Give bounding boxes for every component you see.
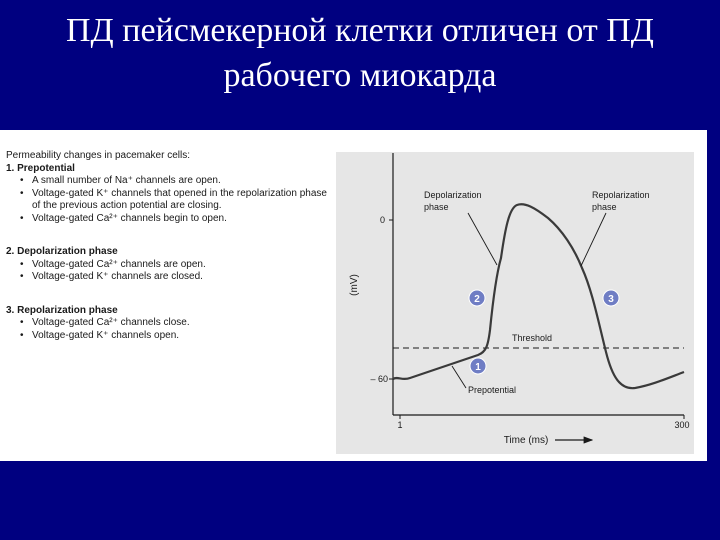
y-tick-label-0: 0 (379, 215, 385, 225)
repolarization-label-line2: phase (592, 202, 617, 212)
bullet: • Voltage-gated Ca²⁺ channels are open. (20, 259, 328, 272)
depolarization-label (424, 190, 484, 212)
section-heading: 1. Prepotential (6, 162, 75, 174)
marker-2 (469, 290, 485, 306)
prepotential-leader (452, 366, 466, 388)
marker-number: 1 (475, 362, 481, 373)
section-heading: 2. Depolarization phase (6, 246, 118, 257)
y-tick-label-minus60: – 60 (370, 374, 388, 384)
x-tick-label-300: 300 (674, 420, 690, 430)
title-line-1: ПД пейсмекерной клетки отличен от ПД (66, 12, 654, 49)
depolarization-label-line2: phase (424, 202, 449, 212)
section-heading: 3. Repolarization phase (6, 304, 118, 316)
marker-number: 2 (474, 294, 480, 305)
repolarization-leader (581, 213, 606, 266)
depolarization-label-line1: Depolarization (424, 190, 482, 200)
y-axis-label: (mV) (349, 274, 360, 296)
bullet: • Voltage-gated Ca²⁺ channels begin to open. (20, 213, 328, 226)
notes-intro: Permeability changes in pacemaker cells: (6, 150, 190, 161)
depolarization-leader (468, 213, 497, 265)
action-potential-curve (393, 204, 684, 388)
marker-number: 3 (608, 294, 614, 305)
repolarization-label-line1: Repolarization (592, 190, 650, 200)
bullet: • Voltage-gated K⁺ channels are closed. (20, 271, 328, 284)
bullet: • Voltage-gated Ca²⁺ channels close. (20, 317, 328, 330)
title-line-2: рабочего миокарда (223, 57, 497, 94)
prepotential-label: Prepotential (468, 385, 517, 395)
x-tick-label-1: 1 (397, 420, 403, 430)
bullet: • Voltage-gated K⁺ channels that opened in the repolarization phase of the previous action potential are closing. (20, 188, 328, 213)
marker-3 (603, 290, 619, 306)
x-axis-label: Time (ms) (503, 435, 549, 446)
threshold-label: Threshold (512, 333, 553, 343)
bullet: • A small number of Na⁺ channels are open. (20, 175, 328, 188)
repolarization-label (592, 190, 652, 212)
bullet: • Voltage-gated K⁺ channels open. (20, 330, 328, 343)
marker-1 (470, 358, 486, 374)
